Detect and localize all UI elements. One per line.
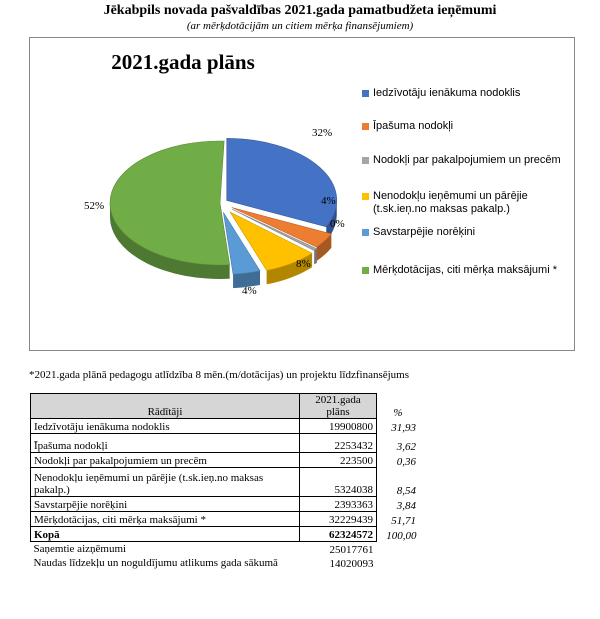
row-percent: 31,93 — [391, 421, 416, 434]
legend-swatch — [362, 229, 369, 236]
pie-label: 8% — [296, 258, 311, 270]
pie-label: 0% — [330, 218, 345, 230]
pie-label: 4% — [242, 285, 257, 297]
legend-label: Mērķdotācijas, citi mērķa maksājumi * — [373, 264, 557, 276]
pie-slice-side — [314, 249, 317, 265]
header-indicator: Rādītāji — [31, 394, 300, 419]
legend-swatch — [362, 123, 369, 130]
row-label: Nenodokļu ieņēmumi un pārējie (t.sk.ieņ.no maksas pakalp.) — [31, 468, 300, 497]
row-value: 5324038 — [300, 468, 377, 497]
footnote: *2021.gada plānā pedagogu atlīdzība 8 mēn.(m/dotācijas) un projektu līdzfinansējums — [29, 369, 410, 381]
pie-label: 4% — [321, 195, 336, 207]
row-percent: 3,84 — [396, 499, 416, 512]
revenue-table — [30, 393, 420, 570]
extra-value: 25017761 — [329, 544, 374, 556]
row-value: 32229439 — [300, 512, 377, 527]
row-label: Īpašuma nodokļi — [31, 434, 300, 453]
row-value: 223500 — [300, 453, 377, 468]
pie-label: 32% — [312, 127, 333, 139]
legend-label: Savstarpējie norēķini — [373, 226, 476, 238]
legend-label: Iedzīvotāju ienākuma nodoklis — [373, 87, 521, 99]
pie-label: 52% — [84, 200, 105, 212]
table-row — [31, 453, 420, 468]
row-percent: 3,62 — [396, 440, 416, 453]
extra-label: Saņemtie aizņēmumi — [33, 543, 127, 555]
row-label: Savstarpējie norēķini — [31, 497, 300, 512]
table-row — [31, 497, 420, 512]
table-row — [31, 419, 420, 434]
table-extra-row — [31, 556, 420, 570]
total-percent: 100,00 — [386, 529, 417, 542]
total-label: Kopā — [31, 527, 300, 542]
page-subtitle: (ar mērķdotācijām un citiem mērķa finansējumiem) — [186, 20, 414, 32]
extra-value: 14020093 — [329, 558, 374, 570]
legend-swatch — [362, 157, 369, 164]
table-row — [31, 434, 420, 453]
header-percent: % — [377, 394, 420, 419]
row-label: Mērķdotācijas, citi mērķa maksājumi * — [31, 512, 300, 527]
row-percent: 0,36 — [396, 455, 416, 468]
legend-label: Nenodokļu ieņēmumi un pārējie (t.sk.ieņ.no maksas pakalp.) — [373, 190, 528, 215]
table-body — [31, 419, 420, 571]
row-value: 19900800 — [300, 419, 377, 434]
legend-label: Īpašuma nodokļi — [373, 120, 454, 132]
legend-label: Nodokļi par pakalpojumiem un precēm — [373, 154, 561, 166]
pie-slice-0 — [227, 138, 337, 226]
header-plan: 2021.gada plāns — [300, 394, 377, 419]
row-label: Iedzīvotāju ienākuma nodoklis — [31, 419, 300, 434]
table-row — [31, 512, 420, 527]
legend-swatch — [362, 193, 369, 200]
table-row — [31, 468, 420, 497]
legend-swatch — [362, 90, 369, 97]
row-percent: 8,54 — [396, 484, 416, 497]
extra-label: Naudas līdzekļu un noguldījumu atlikums gada sākumā — [33, 557, 278, 569]
pie-chart-panel — [29, 37, 575, 351]
total-value: 62324572 — [300, 527, 377, 542]
row-percent: 51,71 — [391, 514, 416, 527]
table-total-row — [31, 527, 420, 542]
row-value: 2393363 — [300, 497, 377, 512]
row-label: Nodokļi par pakalpojumiem un precēm — [31, 453, 300, 468]
page-title: Jēkabpils novada pašvaldības 2021.gada pamatbudžeta ieņēmumi — [103, 3, 497, 18]
chart-title: 2021.gada plāns — [111, 50, 255, 74]
row-value: 2253432 — [300, 434, 377, 453]
legend-swatch — [362, 267, 369, 274]
table-extra-row — [31, 542, 420, 557]
